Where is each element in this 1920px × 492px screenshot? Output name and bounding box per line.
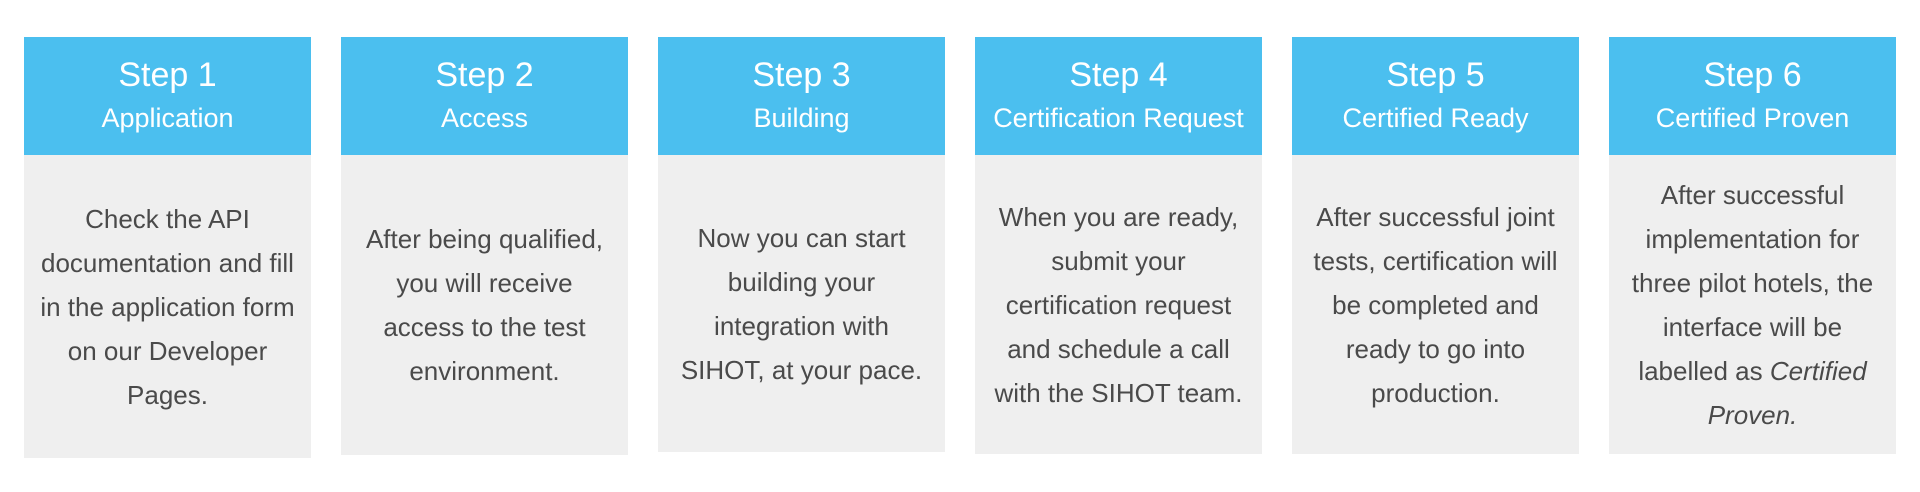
step-card-6 xyxy=(1609,37,1896,454)
step-description: Check the API documentation and fill in the application form on our Developer Pages. xyxy=(40,203,295,410)
step-body xyxy=(341,155,628,455)
step-description xyxy=(1623,173,1882,437)
step-description-emphasis: Certified Proven. xyxy=(1707,355,1867,430)
step-header xyxy=(1292,37,1579,155)
step-body xyxy=(658,155,945,452)
step-header xyxy=(1609,37,1896,155)
step-title: Step 3 xyxy=(752,56,851,94)
step-description-text: After successful implementation for three pilot hotels, the interface will be labelled as xyxy=(1631,179,1874,386)
step-header xyxy=(658,37,945,155)
step-subtitle: Certified Proven xyxy=(1655,103,1850,133)
step-card-3 xyxy=(658,37,945,452)
step-body xyxy=(975,155,1262,454)
step-card-4 xyxy=(975,37,1262,454)
step-title: Step 4 xyxy=(1069,56,1168,94)
step-header xyxy=(975,37,1262,155)
step-description: After being qualified, you will receive access to the test environment. xyxy=(365,224,604,386)
step-title: Step 2 xyxy=(435,56,534,94)
step-subtitle: Certification Request xyxy=(993,103,1244,133)
step-subtitle: Access xyxy=(440,103,529,133)
step-description: Now you can start building your integration with SIHOT, at your pace. xyxy=(680,222,923,385)
step-card-2 xyxy=(341,37,628,455)
step-subtitle: Certified Ready xyxy=(1342,103,1529,133)
step-card-1 xyxy=(24,37,311,458)
step-body xyxy=(1609,155,1896,454)
step-title: Step 5 xyxy=(1386,56,1485,94)
step-body xyxy=(24,155,311,458)
step-subtitle: Application xyxy=(101,103,234,133)
step-body xyxy=(1292,155,1579,454)
step-title: Step 6 xyxy=(1703,56,1802,94)
step-card-5 xyxy=(1292,37,1579,454)
step-subtitle: Building xyxy=(753,103,850,133)
step-header xyxy=(24,37,311,155)
step-title: Step 1 xyxy=(118,56,217,94)
step-description: After successful joint tests, certification will be completed and ready to go into production. xyxy=(1313,201,1558,408)
step-description: When you are ready, submit your certification request and schedule a call with the SIHOT team. xyxy=(994,201,1243,408)
step-header xyxy=(341,37,628,155)
